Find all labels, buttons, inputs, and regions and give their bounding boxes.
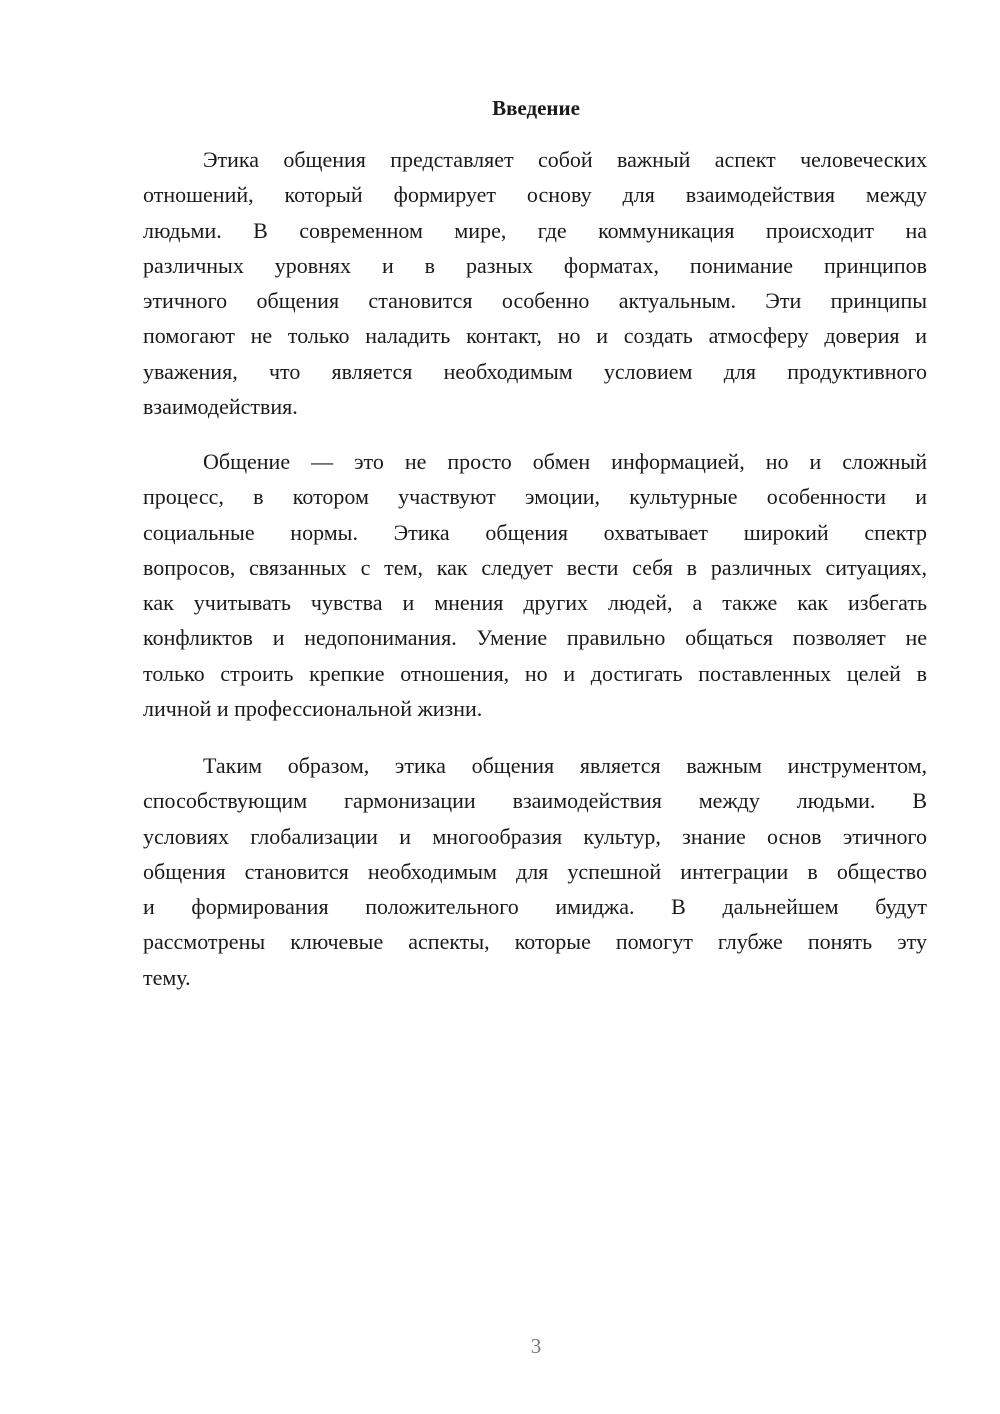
text-line: процесс, в котором участвуют эмоции, культурные особенности и [143, 484, 927, 510]
text-line: конфликтов и недопонимания. Умение правильно общаться позволяет не [143, 625, 927, 651]
text-line: вопросов, связанных с тем, как следует вести себя в различных ситуациях, [143, 554, 927, 580]
text-line: личной и профессиональной жизни. [143, 696, 483, 722]
text-line: этичного общения становится особенно актуальным. Эти принципы [143, 288, 927, 314]
text-line: способствующим гармонизации взаимодействия между людьми. В [143, 788, 927, 814]
text-line: тему. [143, 964, 191, 990]
text-line: рассмотрены ключевые аспекты, которые помогут глубже понять эту [143, 929, 927, 955]
text-line: Таким образом, этика общения является важным инструментом, [203, 753, 927, 778]
paragraph-conclusion [143, 748, 927, 995]
text-line: общения становится необходимым для успешной интеграции в общество [143, 858, 927, 884]
text-line: условиях глобализации и многообразия культур, знание основ этичного [143, 823, 927, 849]
section-title: Введение [492, 96, 580, 120]
page-number: 3 [530, 1334, 542, 1358]
text-line: людьми. В современном мире, где коммуникация происходит на [143, 217, 927, 243]
text-line: взаимодействия. [143, 394, 298, 420]
text-line: социальные нормы. Этика общения охватывает широкий спектр [143, 519, 927, 545]
text-line: как учитывать чувства и мнения других людей, а также как избегать [143, 590, 927, 616]
text-line: уважения, что является необходимым условием для продуктивного [143, 358, 927, 384]
text-line: Этика общения представляет собой важный аспект человеческих [203, 147, 927, 172]
text-line: Общение — это не просто обмен информацией, но и сложный [203, 449, 927, 474]
paragraph-communication [143, 444, 927, 726]
text-line: различных уровнях и в разных форматах, понимание принципов [143, 252, 927, 278]
paragraph-intro [143, 142, 927, 424]
text-line: помогают не только наладить контакт, но и создать атмосферу доверия и [143, 323, 927, 349]
text-line: отношений, который формирует основу для взаимодействия между [143, 182, 927, 208]
text-line: и формирования положительного имиджа. В дальнейшем будут [143, 894, 927, 920]
text-line: только строить крепкие отношения, но и достигать поставленных целей в [143, 660, 927, 686]
